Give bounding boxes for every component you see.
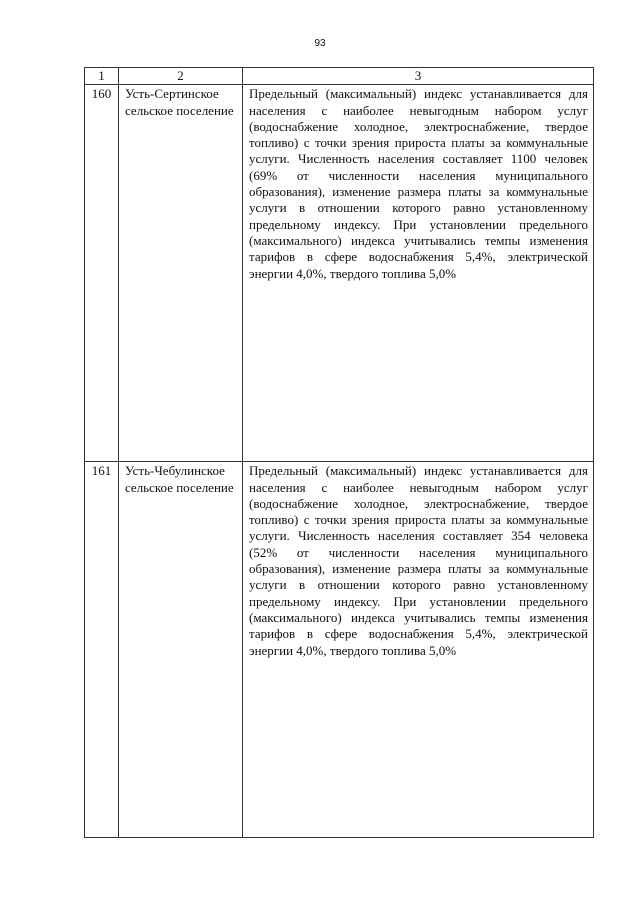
row-number: 160 (85, 85, 119, 462)
column-header-description: 3 (243, 68, 594, 85)
table-row (85, 462, 594, 838)
index-description-text: Предельный (максимальный) индекс устанавливается для населения с наиболее невыгодным набором услуг (водоснабжение холодное, электроснабжение, твердое топливо) с точки зрения прироста платы за коммунальные услуги. Численность населения составляет 1100 человек (69% от численности населения муниципального образования), изменение размера платы за коммунальные услуги в отношении которого равно установленному предельному индексу. При установлении предельного (максимального) индекса учитывались темпы изменения тарифов в сфере водоснабжения 5,4%, электрической энергии 4,0%, твердого топлива 5,0% (249, 86, 588, 281)
tariff-index-table (84, 67, 594, 838)
settlement-name: Усть-Сертинское сельское поселение (119, 85, 243, 462)
index-description (243, 85, 594, 462)
row-number: 161 (85, 462, 119, 838)
settlement-name: Усть-Чебулинское сельское поселение (119, 462, 243, 838)
table-row (85, 85, 594, 462)
page-number: 93 (314, 38, 326, 49)
column-header-name: 2 (119, 68, 243, 85)
column-header-number: 1 (85, 68, 119, 85)
index-description-text: Предельный (максимальный) индекс устанавливается для населения с наиболее невыгодным набором услуг (водоснабжение холодное, электроснабжение, твердое топливо) с точки зрения прироста платы за коммунальные услуги. Численность населения составляет 354 человека (52% от численности населения муниципального образования), изменение размера платы за коммунальные услуги в отношении которого равно установленному предельному индексу. При установлении предельного (максимального) индекса учитывались темпы изменения тарифов в сфере водоснабжения 5,4%, электрической энергии 4,0%, твердого топлива 5,0% (249, 463, 588, 658)
index-description (243, 462, 594, 838)
table-header-row (85, 68, 594, 85)
